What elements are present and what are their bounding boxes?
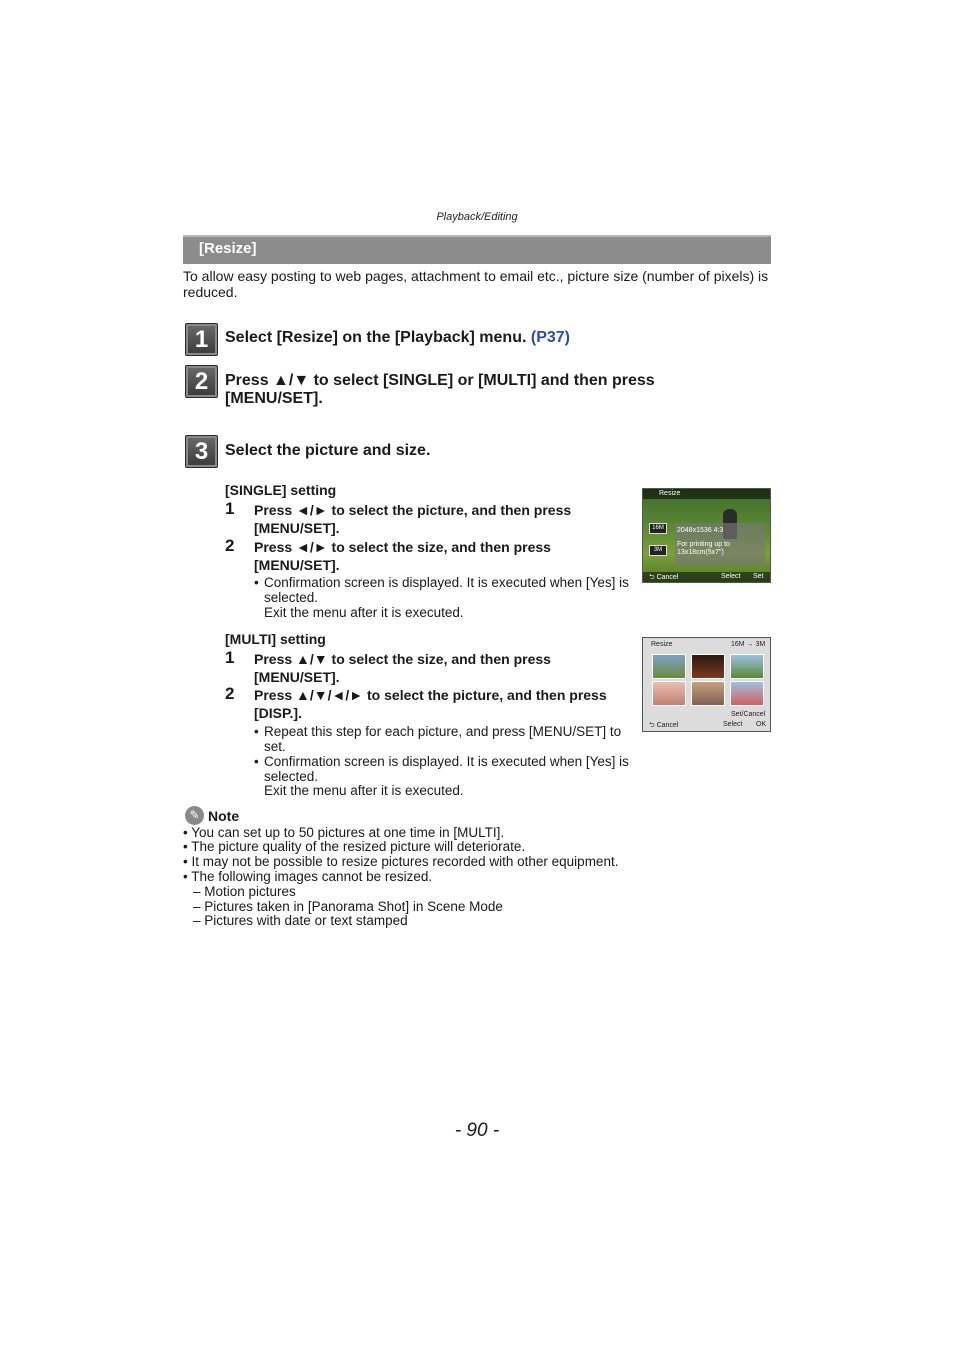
multi-heading: [MULTI] setting: [225, 631, 326, 647]
step-2-badge: 2: [185, 365, 218, 398]
section-title-bar: [183, 235, 771, 264]
single-heading: [SINGLE] setting: [225, 482, 337, 498]
single-step-2-text: Press ◄/► to select the size, and then press [MENU/SET].: [254, 539, 551, 573]
screen1-info-box: [675, 523, 765, 565]
step-3-badge: 3: [185, 435, 218, 468]
single-bullet-1: Confirmation screen is displayed. It is executed when [Yes] is selected.: [264, 575, 629, 605]
note-item: • It may not be possible to resize pictures recorded with other equipment.: [183, 854, 619, 869]
screen1-select: Select: [721, 573, 741, 580]
screen2-size-change: 16M → 3M: [731, 641, 766, 648]
screen1-size-to: 3M: [649, 545, 667, 556]
screen1-title: Resize: [659, 490, 681, 497]
screen2-select: Select: [723, 721, 743, 728]
section-label: Playback/Editing: [436, 211, 518, 223]
note-item: • The following images cannot be resized.: [183, 869, 433, 884]
multi-step-1-text: Press ▲/▼ to select the size, and then press [MENU/SET].: [254, 651, 551, 685]
note-item: • The picture quality of the resized picture will deteriorate.: [183, 839, 526, 854]
multi-step-2-number: 2: [225, 684, 235, 703]
step-1-label: Select [Resize] on the [Playback] menu.: [225, 329, 527, 346]
screen1-set: Set: [753, 573, 764, 580]
note-sub-item: – Pictures with date or text stamped: [193, 913, 408, 928]
page-number: - 90 -: [454, 1120, 500, 1141]
page-link-p37[interactable]: (P37): [530, 329, 570, 346]
screen2-ok: OK: [756, 721, 767, 728]
multi-resize-screen: [642, 637, 771, 732]
single-step-1-text: Press ◄/► to select the picture, and then press [MENU/SET].: [254, 502, 572, 536]
thumbnail: [652, 654, 686, 679]
screen2-cancel: ⮌ Cancel: [649, 722, 679, 729]
note-sub-item: – Motion pictures: [193, 884, 296, 899]
bullet-dot: •: [254, 575, 259, 590]
multi-step-2-text: Press ▲/▼/◄/► to select the picture, and then press [DISP.].: [254, 687, 607, 721]
multi-bullet-2: Confirmation screen is displayed. It is executed when [Yes] is selected.: [264, 754, 629, 784]
single-bullet-1-cont: Exit the menu after it is executed.: [264, 605, 464, 620]
note-item: • You can set up to 50 pictures at one time in [MULTI].: [183, 825, 505, 840]
note-label: Note: [208, 808, 240, 824]
section-title: [Resize]: [199, 240, 257, 257]
screen1-resolution: 2048x1536 4:3: [677, 527, 724, 534]
screen1-print-hint: For printing up to 13x18cm(5x7"): [677, 541, 730, 556]
thumbnail: [730, 654, 764, 679]
single-step-1-number: 1: [225, 499, 235, 518]
screen1-cancel: ⮌ Cancel: [649, 574, 679, 581]
bullet-dot: •: [254, 724, 259, 739]
step-1-badge: 1: [185, 323, 218, 356]
screen1-size-from: 16M: [649, 523, 667, 534]
step-3-text: Select the picture and size.: [225, 442, 431, 459]
screen2-set-cancel: Set/Cancel: [731, 711, 766, 718]
thumbnail: [730, 681, 764, 706]
multi-step-1-number: 1: [225, 648, 235, 667]
step-2-text: Press ▲/▼ to select [SINGLE] or [MULTI] and then press [MENU/SET].: [225, 372, 655, 407]
note-sub-item: – Pictures taken in [Panorama Shot] in Scene Mode: [193, 899, 503, 914]
thumbnail: [691, 681, 725, 706]
single-resize-screen: [642, 488, 771, 583]
intro-text: To allow easy posting to web pages, attachment to email etc., picture size (number of pixels) is reduced.: [183, 268, 769, 300]
pencil-icon: ✎: [185, 806, 204, 825]
multi-bullet-2-cont: Exit the menu after it is executed.: [264, 783, 464, 798]
thumbnail: [691, 654, 725, 679]
thumbnail: [652, 681, 686, 706]
bullet-dot: •: [254, 754, 259, 769]
multi-bullet-1: Repeat this step for each picture, and press [MENU/SET] to set.: [264, 724, 622, 754]
single-step-2-number: 2: [225, 536, 235, 555]
step-1-text: [225, 329, 765, 347]
screen2-title: Resize: [651, 641, 673, 648]
